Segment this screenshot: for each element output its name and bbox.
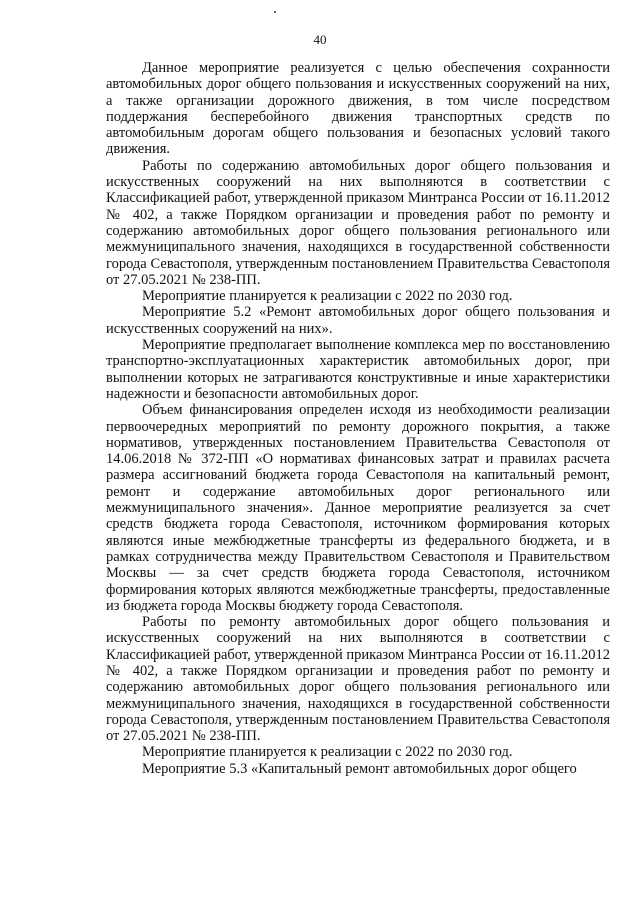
paragraph: Мероприятие предполагает выполнение комплекса мер по восстановлению транспортно-эксплуатационных характеристик автомобильных дорог, при выполнении которых не затрагиваются конструктивные и иные характеристики надежности и безопасности автомобильных дорог. (106, 337, 610, 402)
document-body (106, 60, 610, 777)
paragraph: Мероприятие планируется к реализации с 2022 по 2030 год. (142, 288, 513, 305)
page-number: 40 (313, 32, 327, 47)
paragraph: Мероприятие планируется к реализации с 2022 по 2030 год. (142, 744, 513, 761)
scan-speck (274, 11, 276, 13)
paragraph: Мероприятие 5.2 «Ремонт автомобильных дорог общего пользования и искусственных сооружений на них». (106, 304, 610, 337)
paragraph: Данное мероприятие реализуется с целью обеспечения сохранности автомобильных дорог общего пользования и искусственных сооружений на них, а также организации дорожного движения, в том числе посредством поддержания бесперебойного движения транспортных средств по автомобильным дорогам общего пользования и безопасных условий такого движения. (106, 60, 610, 158)
paragraph: Работы по ремонту автомобильных дорог общего пользования и искусственных сооружений на них выполняются в соответствии с Классификацией работ, утвержденной приказом Минтранса России от 16.11.2012 № 402, а также Порядком организации и проведения работ по ремонту и содержанию автомобильных дорог общего пользования регионального или межмуниципального значения, находящихся в государственной собственности города Севастополя, утвержденным постановлением Правительства Севастополя от 27.05.2021 № 238-ПП. (106, 614, 610, 745)
paragraph: Работы по содержанию автомобильных дорог общего пользования и искусственных сооружений на них выполняются в соответствии с Классификацией работ, утвержденной приказом Минтранса России от 16.11.2012 № 402, а также Порядком организации и проведения работ по ремонту и содержанию автомобильных дорог общего пользования регионального или межмуниципального значения, находящихся в государственной собственности города Севастополя, утвержденным постановлением Правительства Севастополя от 27.05.2021 № 238-ПП. (106, 157, 610, 288)
paragraph: Объем финансирования определен исходя из необходимости реализации первоочередных мероприятий по ремонту дорожного покрытия, а также нормативов, утвержденных постановлением Правительства Севастополя от 14.06.2018 № 372-ПП «О нормативах финансовых затрат и правилах расчета размера ассигнований бюджета города Севастополя на капитальный ремонт, ремонт и содержание автомобильных дорог регионального или межмуниципального значения». Данное мероприятие реализуется за счет средств бюджета города Севастополя, источником формирования которых являются иные межбюджетные трансферты из федерального бюджета, и в рамках сотрудничества между Правительством Севастополя и Правительством Москвы — за счет средств бюджета города Севастополя, источником формирования которых являются межбюджетные трансферты, предоставленные из бюджета города Москвы бюджету города Севастополя. (106, 402, 610, 614)
paragraph: Мероприятие 5.3 «Капитальный ремонт автомобильных дорог общего (142, 760, 577, 777)
